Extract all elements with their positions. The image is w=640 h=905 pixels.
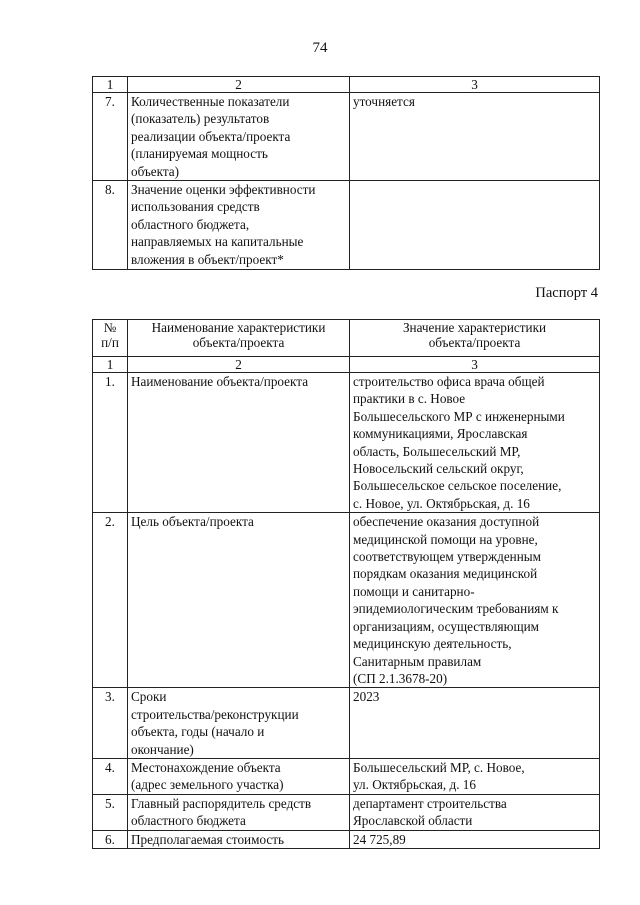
row-characteristic: Количественные показатели (показатель) результатов реализации объекта/проекта (планируемая мощность объекта) xyxy=(128,93,350,181)
row-value: строительство офиса врача общей практики в с. Новое Большесельского МР с инженерными коммуникациями, Ярославская область, Большесельский МР, Новосельский сельский округ, Большесельское сельское поселение, с. Новое, ул. Октябрьская, д. 16 xyxy=(350,373,600,513)
row-value: 2023 xyxy=(350,688,600,759)
column-number: 1 xyxy=(93,77,128,93)
row-number: 6. xyxy=(93,830,128,848)
table-continuation xyxy=(92,76,600,270)
table-column-numbers xyxy=(93,77,600,93)
row-number: 1. xyxy=(93,373,128,513)
column-number: 2 xyxy=(128,77,350,93)
table-header xyxy=(93,320,600,357)
column-number: 2 xyxy=(128,357,350,373)
row-value xyxy=(350,181,600,270)
table-row xyxy=(93,794,600,830)
row-number: 4. xyxy=(93,758,128,794)
table-row xyxy=(93,181,600,270)
table-row xyxy=(93,688,600,759)
row-characteristic: Местонахождение объекта (адрес земельного участка) xyxy=(128,758,350,794)
page-number: 74 xyxy=(312,40,328,56)
row-number: 8. xyxy=(93,181,128,270)
table-row xyxy=(93,93,600,181)
header-value: Значение характеристики объекта/проекта xyxy=(350,320,600,357)
table-row xyxy=(93,758,600,794)
row-number: 2. xyxy=(93,513,128,688)
row-characteristic: Предполагаемая стоимость xyxy=(128,830,350,848)
row-value: департамент строительства Ярославской области xyxy=(350,794,600,830)
row-characteristic: Цель объекта/проекта xyxy=(128,513,350,688)
row-number: 3. xyxy=(93,688,128,759)
table-row xyxy=(93,830,600,848)
column-number: 3 xyxy=(350,357,600,373)
row-characteristic: Значение оценки эффективности использования средств областного бюджета, направляемых на капитальные вложения в объект/проект* xyxy=(128,181,350,270)
table-row xyxy=(93,373,600,513)
column-number: 3 xyxy=(350,77,600,93)
column-number: 1 xyxy=(93,357,128,373)
passport-table xyxy=(92,319,600,849)
table-column-numbers xyxy=(93,357,600,373)
row-value: 24 725,89 xyxy=(350,830,600,848)
row-number: 5. xyxy=(93,794,128,830)
passport-title: Паспорт 4 xyxy=(535,285,598,301)
row-number: 7. xyxy=(93,93,128,181)
row-characteristic: Главный распорядитель средств областного бюджета xyxy=(128,794,350,830)
row-characteristic: Сроки строительства/реконструкции объекта, годы (начало и окончание) xyxy=(128,688,350,759)
row-value: обеспечение оказания доступной медицинской помощи на уровне, соответствующем утвержденным порядкам оказания медицинской помощи и санитарно- эпидемиологическим требованиям к организациям, осуществляющим медицинскую деятельность, Санитарным правилам (СП 2.1.3678-20) xyxy=(350,513,600,688)
table-row xyxy=(93,513,600,688)
header-characteristic: Наименование характеристики объекта/проекта xyxy=(128,320,350,357)
row-characteristic: Наименование объекта/проекта xyxy=(128,373,350,513)
header-number: № п/п xyxy=(93,320,128,357)
row-value: Большесельский МР, с. Новое, ул. Октябрьская, д. 16 xyxy=(350,758,600,794)
row-value: уточняется xyxy=(350,93,600,181)
